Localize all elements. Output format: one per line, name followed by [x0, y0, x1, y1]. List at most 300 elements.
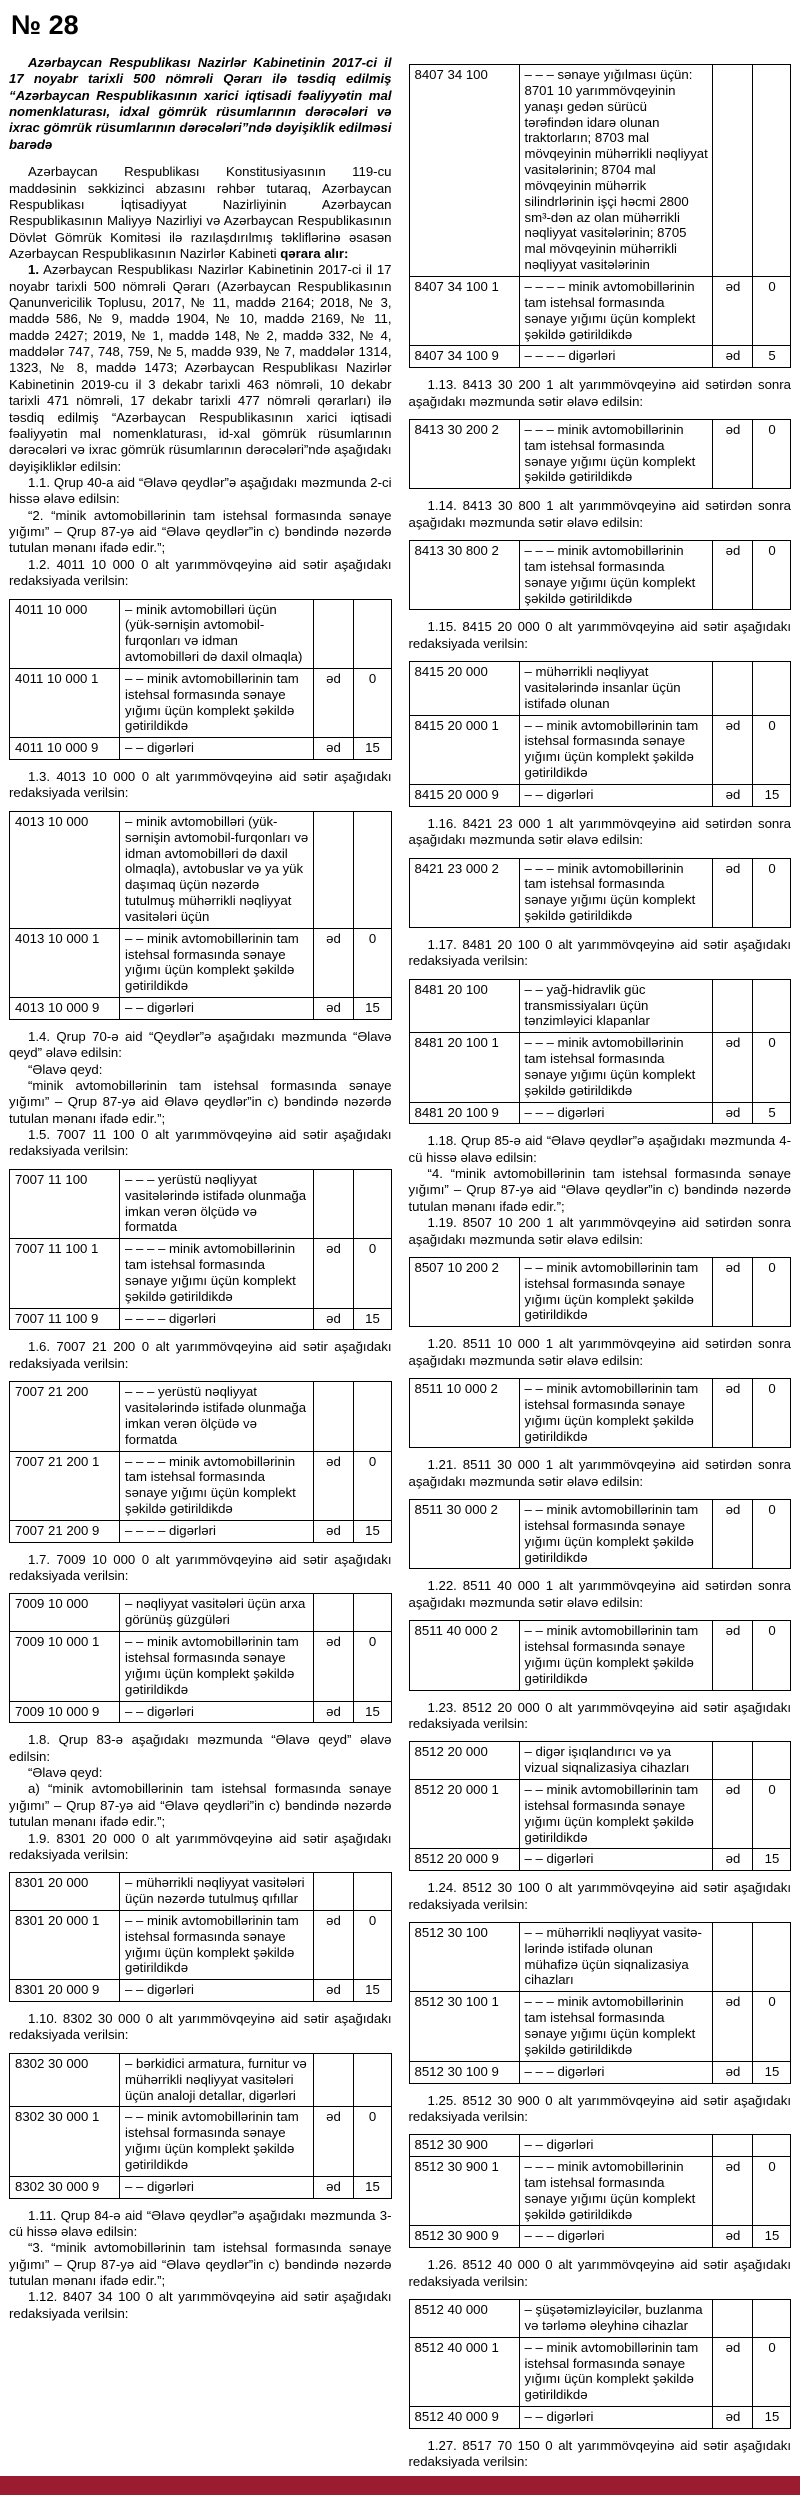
rate-cell: 15 — [353, 1701, 391, 1723]
description-cell: – – – minik avtomobillərinin tam istehsal formasında sənaye yığımı üçün komplekt şəkildə gətirildikdə — [519, 1033, 713, 1102]
unit-cell — [313, 599, 353, 668]
paragraph — [409, 1166, 792, 1215]
unit-cell — [713, 65, 753, 277]
table-row — [409, 858, 791, 927]
table-row — [10, 599, 392, 668]
left-column — [9, 55, 392, 2322]
text-segment: 1. — [28, 262, 39, 278]
rate-cell: 0 — [753, 1379, 791, 1448]
rate-cell: 0 — [753, 1033, 791, 1102]
unit-cell: əd — [313, 928, 353, 997]
table-row — [409, 2407, 791, 2429]
unit-cell: əd — [313, 1632, 353, 1701]
table-row — [10, 998, 392, 1020]
paragraph — [9, 1781, 392, 1830]
description-cell: – – digərləri — [519, 2407, 713, 2429]
table-row — [409, 65, 791, 277]
unit-cell: əd — [713, 276, 753, 345]
table-row — [409, 276, 791, 345]
table-row — [10, 1632, 392, 1701]
unit-cell: əd — [713, 2157, 753, 2226]
paragraph — [9, 55, 392, 153]
paragraph — [409, 816, 792, 849]
description-cell: – – – – digərləri — [120, 1520, 314, 1542]
table-row — [409, 2300, 791, 2338]
paragraph — [9, 769, 392, 802]
table-row — [10, 2053, 392, 2107]
right-column — [409, 55, 792, 2471]
text-segment: 1.7. 7009 10 000 0 alt yarımmövqeyinə aid sətir aşağıdakı redaksiyada verilsin: — [9, 1551, 392, 1584]
paragraph — [9, 1339, 392, 1372]
description-cell: – – digərləri — [120, 2176, 314, 2198]
hs-code-cell: 8512 40 000 — [409, 2300, 519, 2338]
tariff-table — [409, 1499, 792, 1569]
hs-code-cell: 8512 30 100 1 — [409, 1992, 519, 2061]
unit-cell: əd — [713, 715, 753, 784]
table-row — [409, 2061, 791, 2083]
table-row — [10, 1382, 392, 1451]
paragraph — [409, 1578, 792, 1611]
text-segment: “Əlavə qeyd: — [28, 1765, 103, 1781]
paragraph — [9, 2240, 392, 2289]
description-cell: – – – digərləri — [519, 1102, 713, 1124]
text-segment: “2. “minik avtomobillərinin tam istehsal formasında sənaye yığımı” – Qrup 87-yə aid “Əlavə qeydlər”in c) bəndində nəzərdə tutulan mənanı ifadə edir.”; — [9, 507, 392, 556]
text-segment: Azərbaycan Respublikası Nazirlər Kabinetinin 2017-ci il 17 noyabr tarixli 500 nömrəli Qərarı ilə təsdiq edilmiş “Azərbaycan Respublikasının xarici iqtisadi fəaliyyətin mal nomenklaturası, idxal gömrük rüsumlarının dərəcələri və ixrac gömrük rüsumlarının dərəcələri”ndə dəyişiklik edilməsi barədə — [9, 55, 392, 152]
rate-cell: 0 — [753, 715, 791, 784]
paragraph — [9, 1029, 392, 1062]
paragraph — [9, 1078, 392, 1127]
hs-code-cell: 8512 30 100 — [409, 1922, 519, 1991]
rate-cell: 0 — [753, 1257, 791, 1326]
rate-cell — [353, 1873, 391, 1911]
description-cell: – – yağ-hidravlik güc transmissiyaları üçün tənzimləyici klapanlar — [519, 979, 713, 1033]
text-segment: “3. “minik avtomobillərinin tam istehsal formasında sənaye yığımı” – Qrup 87-yə aid “Əlavə qeydlər”in c) bəndində nəzərdə tutulan mənanı ifadə edir.”; — [9, 2240, 392, 2289]
unit-cell: əd — [713, 419, 753, 488]
footer-accent-bar — [0, 2476, 800, 2495]
description-cell: – – minik avtomobillərinin tam istehsal formasında sənaye yığımı üçün komplekt şəkildə gətirildikdə — [519, 1500, 713, 1569]
table-row — [409, 662, 791, 716]
description-cell: – bərkidici armatura, furnitur və mühərrikli nəqliyyat vasitələri üçün analoji detallar, digərləri — [120, 2053, 314, 2107]
text-segment: 1.27. 8517 70 150 0 alt yarımmövqeyinə aid sətir aşağıdakı redaksiyada verilsin: — [408, 2437, 791, 2470]
hs-code-cell: 8415 20 000 9 — [409, 785, 519, 807]
table-row — [10, 1873, 392, 1911]
table-row — [409, 1992, 791, 2061]
hs-code-cell: 8415 20 000 1 — [409, 715, 519, 784]
table-row — [409, 1922, 791, 1991]
tariff-table — [409, 661, 792, 807]
unit-cell: əd — [313, 1308, 353, 1330]
text-segment: 1.22. 8511 40 000 1 alt yarımmövqeyinə aid sətirdən sonra aşağıdakı məzmunda sətir əlavə edilsin: — [408, 1578, 791, 1610]
unit-cell: əd — [313, 1980, 353, 2002]
description-cell: – minik avtomobilləri (yük-sərnişin avtomobil-furqonları və idman avtomobilləri də daxil olmaqla), avtobuslar və ya yük daşımaq üçün nəzərdə tutulmuş mühərrikli nəqliyyat vasitələri üçün — [120, 811, 314, 928]
table-row — [409, 2226, 791, 2248]
text-segment: 1.5. 7007 11 100 0 alt yarımmövqeyinə aid sətir aşağıdakı redaksiyada verilsin: — [9, 1127, 392, 1159]
paragraph — [409, 1880, 792, 1913]
text-segment: a) “minik avtomobillərinin tam istehsal formasında sənaye yığımı” – Qrup 87-yə aid “Əlavə qeydləri”in c) bəndində nəzərdə tutulan mənanı ifadə edir.”; — [9, 1781, 392, 1830]
description-cell: – şüşətəmizləyicilər, buzlanma və tərləmə əleyhinə cihazlar — [519, 2300, 713, 2338]
rate-cell: 5 — [753, 1102, 791, 1124]
description-cell: – – minik avtomobillərinin tam istehsal formasında sənaye yığımı üçün komplekt şəkildə gətirildikdə — [519, 1257, 713, 1326]
description-cell: – – digərləri — [120, 1701, 314, 1723]
table-row — [10, 668, 392, 737]
unit-cell: əd — [313, 2107, 353, 2176]
rate-cell — [353, 599, 391, 668]
unit-cell: əd — [313, 1701, 353, 1723]
paragraph — [409, 2438, 792, 2471]
rate-cell: 15 — [353, 1520, 391, 1542]
text-segment: 1.16. 8421 23 000 1 alt yarımmövqeyinə aid sətirdən sonra aşağıdakı məzmunda sətir əlavə edilsin: — [408, 815, 791, 848]
table-row — [409, 1500, 791, 1569]
tariff-table — [409, 540, 792, 610]
rate-cell — [353, 1382, 391, 1451]
hs-code-cell: 8512 30 100 9 — [409, 2061, 519, 2083]
rate-cell: 0 — [353, 1451, 391, 1520]
description-cell: – – minik avtomobillərinin tam istehsal formasında sənaye yığımı üçün komplekt şəkildə gətirildikdə — [120, 928, 314, 997]
text-segment: 1.9. 8301 20 000 0 alt yarımmövqeyinə aid sətir aşağıdakı redaksiyada verilsin: — [9, 1830, 392, 1862]
unit-cell: əd — [713, 1992, 753, 2061]
rate-cell: 5 — [753, 346, 791, 368]
text-segment: Azərbaycan Respublikası Konstitusiyasının 119-cu maddəsinin səkkizinci abzasını rəhbər tutaraq, Azərbaycan Respublikası İqtisadiyyat Nazirliyinin Azərbaycan Respublikasının Maliyyə Nazirliyi və Azərbaycan Respublikasının Dövlət Gömrük Komitəsi ilə razılaşdırılmış təkliflərinə əsasən Azərbaycan Respublikasının Nazirlər Kabineti — [9, 164, 392, 261]
hs-code-cell: 7007 21 200 9 — [10, 1520, 120, 1542]
description-cell: – – – minik avtomobillərinin tam istehsal formasında sənaye yığımı üçün komplekt şəkildə gətirildikdə — [519, 2157, 713, 2226]
tariff-table — [409, 64, 792, 368]
description-cell: – – – – minik avtomobillərinin tam istehsal formasında sənaye yığımı üçün komplekt şəkildə gətirildikdə — [120, 1239, 314, 1308]
table-row — [409, 2337, 791, 2406]
paragraph — [9, 1552, 392, 1585]
description-cell: – – – sənaye yığılması üçün: 8701 10 yarımmövqeyinin yanaşı gedən sürücü tərəfindən idarə olunan traktorların; 8703 mal mövqeyinin mühərrikli nəqliyyat vasitələrinin; 8704 mal mövqeyinin mühərrik silindrlərinin işçi həcmi 2800 sm³-dən az olan mühərrikli nəqliyyat vasitələrinin; 8705 mal mövqeyinin mühərrikli nəqliyyat vasitələrinin — [519, 65, 713, 277]
description-cell: – – – yerüstü nəqliyyat vasitələrində istifadə olunmağa imkan verən ölçüdə və formatda — [120, 1169, 314, 1238]
tariff-table — [409, 419, 792, 489]
text-segment: 1.11. Qrup 84-ə aid “Əlavə qeydlər”ə aşağıdakı məzmunda 3-cü hissə əlavə edilsin: — [9, 2207, 392, 2239]
hs-code-cell: 8512 40 000 9 — [409, 2407, 519, 2429]
paragraph — [9, 508, 392, 557]
rate-cell — [753, 1742, 791, 1780]
table-row — [409, 1621, 791, 1690]
text-segment: 1.14. 8413 30 800 1 alt yarımmövqeyinə aid sətirdən sonra aşağıdakı məzmunda sətir əlavə edilsin: — [408, 498, 791, 530]
text-segment: 1.8. Qrup 83-ə aşağıdakı məzmunda “Əlavə qeyd” əlavə edilsin: — [9, 1732, 392, 1764]
table-row — [10, 1701, 392, 1723]
description-cell: – – digərləri — [120, 998, 314, 1020]
text-segment: qərara alır: — [280, 245, 349, 261]
description-cell: – – minik avtomobillərinin tam istehsal formasında sənaye yığımı üçün komplekt şəkildə gətirildikdə — [519, 1379, 713, 1448]
description-cell: – – – minik avtomobillərinin tam istehsal formasında sənaye yığımı üçün komplekt şəkildə gətirildikdə — [519, 1992, 713, 2061]
rate-cell: 15 — [753, 785, 791, 807]
hs-code-cell: 4013 10 000 1 — [10, 928, 120, 997]
description-cell: – – mühərrikli nəqliyyat vasitə-lərində istifadə olunan mühafizə üçün siqnalizasiya cihazları — [519, 1922, 713, 1991]
unit-cell: əd — [313, 998, 353, 1020]
hs-code-cell: 7007 21 200 1 — [10, 1451, 120, 1520]
text-segment: 1.4. Qrup 70-ə aid “Qeydlər”ə aşağıdakı məzmunda “Əlavə qeyd” əlavə edilsin: — [9, 1028, 392, 1061]
description-cell: – – – yerüstü nəqliyyat vasitələrində istifadə olunmağa imkan verən ölçüdə və formatda — [120, 1382, 314, 1451]
hs-code-cell: 4013 10 000 9 — [10, 998, 120, 1020]
tariff-table — [409, 1378, 792, 1448]
rate-cell: 0 — [753, 1779, 791, 1848]
rate-cell: 0 — [353, 1910, 391, 1979]
hs-code-cell: 8407 34 100 — [409, 65, 519, 277]
unit-cell: əd — [713, 1500, 753, 1569]
two-column-layout — [9, 55, 791, 2471]
description-cell: – – digərləri — [519, 785, 713, 807]
hs-code-cell: 8481 20 100 1 — [409, 1033, 519, 1102]
unit-cell: əd — [713, 346, 753, 368]
description-cell: – – minik avtomobillərinin tam istehsal formasında sənaye yığımı üçün komplekt şəkildə gətirildikdə — [519, 715, 713, 784]
rate-cell — [353, 2053, 391, 2107]
unit-cell — [713, 2135, 753, 2157]
table-row — [409, 1102, 791, 1124]
hs-code-cell: 8512 30 900 1 — [409, 2157, 519, 2226]
unit-cell: əd — [713, 2407, 753, 2429]
description-cell: – mühərrikli nəqliyyat vasitələrində insanlar üçün istifadə olunan — [519, 662, 713, 716]
unit-cell: əd — [313, 2176, 353, 2198]
hs-code-cell: 8415 20 000 — [409, 662, 519, 716]
text-segment: “minik avtomobillərinin tam istehsal formasında sənaye yığımı” – Qrup 87-yə aid Əlavə qeydlər”in c) bəndində nəzərdə tutulan mənanı ifadə edir.”; — [9, 1078, 392, 1126]
paragraph — [409, 1700, 792, 1733]
text-segment: 1.24. 8512 30 100 0 alt yarımmövqeyinə aid sətir aşağıdakı redaksiyada verilsin: — [408, 1880, 791, 1912]
table-row — [409, 1849, 791, 1871]
rate-cell: 15 — [353, 1308, 391, 1330]
description-cell: – – digərləri — [120, 1980, 314, 2002]
tariff-table — [409, 2299, 792, 2429]
hs-code-cell: 8407 34 100 9 — [409, 346, 519, 368]
hs-code-cell: 8302 30 000 1 — [10, 2107, 120, 2176]
unit-cell: əd — [313, 668, 353, 737]
tariff-table — [409, 1257, 792, 1327]
table-row — [10, 1451, 392, 1520]
table-row — [10, 1594, 392, 1632]
paragraph — [409, 377, 792, 410]
tariff-table — [9, 811, 392, 1020]
tariff-table — [409, 1620, 792, 1690]
rate-cell — [753, 662, 791, 716]
unit-cell: əd — [713, 1102, 753, 1124]
paragraph — [9, 557, 392, 590]
table-row — [409, 785, 791, 807]
rate-cell — [353, 1169, 391, 1238]
paragraph — [409, 498, 792, 531]
description-cell: – – – – minik avtomobillərinin tam istehsal formasında sənaye yığımı üçün komplekt şəkildə gətirildikdə — [120, 1451, 314, 1520]
rate-cell: 15 — [753, 2061, 791, 2083]
hs-code-cell: 7009 10 000 9 — [10, 1701, 120, 1723]
unit-cell — [713, 979, 753, 1033]
table-row — [409, 2135, 791, 2157]
unit-cell — [713, 1742, 753, 1780]
unit-cell — [313, 1382, 353, 1451]
table-row — [10, 928, 392, 997]
description-cell: – – – digərləri — [519, 2226, 713, 2248]
paragraph — [9, 2011, 392, 2044]
description-cell: – digər işıqlandırıcı və ya vizual siqnalizasiya cihazları — [519, 1742, 713, 1780]
hs-code-cell: 7007 11 100 1 — [10, 1239, 120, 1308]
rate-cell: 15 — [353, 1980, 391, 2002]
description-cell: – – – – digərləri — [120, 1308, 314, 1330]
hs-code-cell: 8511 40 000 2 — [409, 1621, 519, 1690]
table-row — [409, 419, 791, 488]
rate-cell — [353, 1594, 391, 1632]
table-row — [409, 346, 791, 368]
unit-cell — [313, 2053, 353, 2107]
hs-code-cell: 7009 10 000 1 — [10, 1632, 120, 1701]
hs-code-cell: 8511 30 000 2 — [409, 1500, 519, 1569]
paragraph — [9, 1127, 392, 1160]
description-cell: – – minik avtomobillərinin tam istehsal formasında sənaye yığımı üçün komplekt şəkildə gətirildikdə — [519, 1621, 713, 1690]
text-segment: 1.21. 8511 30 000 1 alt yarımmövqeyinə aid sətirdən sonra aşağıdakı məzmunda sətir əlavə edilsin: — [408, 1457, 791, 1489]
description-cell: – – – – minik avtomobillərinin tam istehsal formasında sənaye yığımı üçün komplekt şəkildə gətirildikdə — [519, 276, 713, 345]
table-row — [409, 2157, 791, 2226]
rate-cell: 15 — [353, 2176, 391, 2198]
paragraph — [409, 619, 792, 652]
table-row — [10, 738, 392, 760]
hs-code-cell: 4011 10 000 1 — [10, 668, 120, 737]
paragraph — [9, 475, 392, 508]
text-segment: 1.2. 4011 10 000 0 alt yarımmövqeyinə aid sətir aşağıdakı redaksiyada verilsin: — [9, 556, 392, 589]
text-segment: 1.23. 8512 20 000 0 alt yarımmövqeyinə aid sətir aşağıdakı redaksiyada verilsin: — [408, 1699, 791, 1731]
table-row — [409, 1742, 791, 1780]
table-row — [409, 1379, 791, 1448]
unit-cell — [313, 1873, 353, 1911]
text-segment: 1.1. Qrup 40-a aid “Əlavə qeydlər”ə aşağıdakı məzmunda 2-ci hissə əlavə edilsin: — [9, 474, 392, 507]
unit-cell: əd — [713, 2337, 753, 2406]
tariff-table — [9, 2053, 392, 2199]
paragraph — [9, 1732, 392, 1765]
paragraph — [409, 2257, 792, 2290]
table-row — [409, 1033, 791, 1102]
text-segment: 1.25. 8512 30 900 0 alt yarımmövqeyinə aid sətir aşağıdakı redaksiyada verilsin: — [408, 2092, 791, 2124]
paragraph — [9, 1765, 392, 1781]
tariff-table — [409, 979, 792, 1125]
paragraph — [409, 1457, 792, 1490]
table-row — [409, 1779, 791, 1848]
rate-cell — [753, 2135, 791, 2157]
tariff-table — [409, 1922, 792, 2084]
unit-cell: əd — [713, 541, 753, 610]
rate-cell — [753, 2300, 791, 2338]
rate-cell: 0 — [353, 668, 391, 737]
description-cell: – – minik avtomobillərinin tam istehsal formasında sənaye yığımı üçün komplekt şəkildə gətirildikdə — [519, 2337, 713, 2406]
description-cell: – – minik avtomobillərinin tam istehsal formasında sənaye yığımı üçün komplekt şəkildə gətirildikdə — [120, 2107, 314, 2176]
text-segment: Azərbaycan Respublikası Nazirlər Kabinetinin 2017-ci il 17 noyabr tarixli 500 nömrəli Qərarı (Azərbaycan Respublikasının Qanunvericilik Toplusu, 2017, № 11, maddə 2164; 2018, № 3, maddə 586, № 9, maddə 1904, № 10, maddə 2169, № 11, maddə 2427; 2019, № 1, maddə 148, № 2, maddə 332, № 4, maddələr 747, 748, 759, № 5, maddə 939, № 7, maddələr 1314, 1323, № 8, maddə 1473; Azərbaycan Respublikası Nazirlər Kabinetinin 2019-cu il 3 dekabr tarixli 463 nömrəli, 10 dekabr tarixli 471 nömrəli, 17 dekabr tarixli 477 nömrəli qərarları) ilə təsdiq edilmiş “Azərbaycan Respublikasının xarici iqtisadi fəaliyyətin mal nomenklaturası, id-xal gömrük rüsumlarının dərəcələri və ixrac gömrük rüsumlarının dərəcələri”ndə aşağıdakı dəyişikliklər edilsin: — [9, 262, 392, 474]
description-cell: – mühərrikli nəqliyyat vasitələri üçün nəzərdə tutulmuş qıfıllar — [120, 1873, 314, 1911]
unit-cell: əd — [713, 1621, 753, 1690]
text-segment: 1.15. 8415 20 000 0 alt yarımmövqeyinə aid sətir aşağıdakı redaksiyada verilsin: — [408, 619, 791, 651]
description-cell: – – digərləri — [519, 1849, 713, 1871]
paragraph — [9, 2208, 392, 2241]
rate-cell: 0 — [353, 1632, 391, 1701]
description-cell: – – minik avtomobillərinin tam istehsal formasında sənaye yığımı üçün komplekt şəkildə gətirildikdə — [519, 1779, 713, 1848]
unit-cell: əd — [713, 1257, 753, 1326]
text-segment: 1.10. 8302 30 000 0 alt yarımmövqeyinə aid sətir aşağıdakı redaksiyada verilsin: — [9, 2011, 392, 2043]
description-cell: – – – digərləri — [519, 2061, 713, 2083]
unit-cell: əd — [313, 1239, 353, 1308]
hs-code-cell: 8512 20 000 1 — [409, 1779, 519, 1848]
hs-code-cell: 8512 30 900 9 — [409, 2226, 519, 2248]
table-row — [409, 1257, 791, 1326]
unit-cell: əd — [713, 2061, 753, 2083]
unit-cell — [713, 2300, 753, 2338]
unit-cell: əd — [313, 1520, 353, 1542]
table-row — [10, 2107, 392, 2176]
description-cell: – – minik avtomobillərinin tam istehsal formasında sənaye yığımı üçün komplekt şəkildə gətirildikdə — [120, 1632, 314, 1701]
paragraph — [409, 937, 792, 970]
rate-cell: 0 — [753, 1500, 791, 1569]
table-row — [10, 811, 392, 928]
tariff-table — [9, 599, 392, 761]
tariff-table — [9, 1872, 392, 2002]
description-cell: – minik avtomobilləri üçün (yük-sərnişin avtomobil-furqonları və idman avtomobilləri də daxil olmaqla) — [120, 599, 314, 668]
tariff-table — [409, 2134, 792, 2248]
unit-cell — [313, 1169, 353, 1238]
hs-code-cell: 8512 40 000 1 — [409, 2337, 519, 2406]
table-row — [409, 715, 791, 784]
tariff-table — [9, 1169, 392, 1331]
hs-code-cell: 8512 20 000 — [409, 1742, 519, 1780]
paragraph — [409, 1133, 792, 1166]
text-segment: 1.13. 8413 30 200 1 alt yarımmövqeyinə aid sətirdən sonra aşağıdakı məzmunda sətir əlavə edilsin: — [408, 377, 791, 409]
description-cell: – – – minik avtomobillərinin tam istehsal formasında sənaye yığımı üçün komplekt şəkildə gətirildikdə — [519, 858, 713, 927]
description-cell: – – – minik avtomobillərinin tam istehsal formasında sənaye yığımı üçün komplekt şəkildə gətirildikdə — [519, 541, 713, 610]
hs-code-cell: 7007 21 200 — [10, 1382, 120, 1451]
rate-cell — [753, 65, 791, 277]
table-row — [10, 2176, 392, 2198]
rate-cell — [753, 1922, 791, 1991]
table-row — [10, 1910, 392, 1979]
document-number: № 28 — [11, 10, 79, 40]
hs-code-cell: 8421 23 000 2 — [409, 858, 519, 927]
paragraph — [9, 164, 392, 262]
paragraph — [9, 2289, 392, 2322]
table-row — [409, 979, 791, 1033]
hs-code-cell: 8302 30 000 9 — [10, 2176, 120, 2198]
hs-code-cell: 7007 11 100 9 — [10, 1308, 120, 1330]
rate-cell: 0 — [753, 1621, 791, 1690]
unit-cell: əd — [713, 1379, 753, 1448]
unit-cell — [713, 662, 753, 716]
hs-code-cell: 8511 10 000 2 — [409, 1379, 519, 1448]
unit-cell — [713, 1922, 753, 1991]
tariff-table — [409, 858, 792, 928]
text-segment: 1.6. 7007 21 200 0 alt yarımmövqeyinə aid sətir aşağıdakı redaksiyada verilsin: — [9, 1339, 392, 1371]
unit-cell: əd — [713, 1033, 753, 1102]
rate-cell: 15 — [353, 998, 391, 1020]
hs-code-cell: 8507 10 200 2 — [409, 1257, 519, 1326]
unit-cell — [313, 811, 353, 928]
hs-code-cell: 8512 30 900 — [409, 2135, 519, 2157]
unit-cell: əd — [713, 858, 753, 927]
text-segment: 1.26. 8512 40 000 0 alt yarımmövqeyinə aid sətir aşağıdakı redaksiyada verilsin: — [408, 2257, 791, 2289]
table-row — [10, 1980, 392, 2002]
rate-cell: 0 — [753, 858, 791, 927]
hs-code-cell: 4011 10 000 9 — [10, 738, 120, 760]
text-segment: 1.12. 8407 34 100 0 alt yarımmövqeyinə aid sətir aşağıdakı redaksiyada verilsin: — [9, 2289, 392, 2321]
tariff-table — [9, 1593, 392, 1723]
unit-cell: əd — [313, 1910, 353, 1979]
text-segment: “4. “minik avtomobillərinin tam istehsal formasında sənaye yığımı” – Qrup 87-yə aid “Əlavə qeydlər”in c) bəndində nəzərdə tutulan mənanı ifadə edir.”; — [408, 1166, 791, 1214]
paragraph — [9, 1831, 392, 1864]
rate-cell: 15 — [353, 738, 391, 760]
text-segment: 1.18. Qrup 85-ə aid “Əlavə qeydlər”ə aşağıdakı məzmunda 4-cü hissə əlavə edilsin: — [408, 1133, 791, 1165]
description-cell: – – minik avtomobillərinin tam istehsal formasında sənaye yığımı üçün komplekt şəkildə gətirildikdə — [120, 1910, 314, 1979]
tariff-table — [9, 1381, 392, 1543]
rate-cell: 15 — [753, 1849, 791, 1871]
paragraph — [409, 1215, 792, 1248]
hs-code-cell: 8413 30 800 2 — [409, 541, 519, 610]
table-row — [10, 1308, 392, 1330]
hs-code-cell: 7007 11 100 — [10, 1169, 120, 1238]
description-cell: – – – – digərləri — [519, 346, 713, 368]
hs-code-cell: 8481 20 100 9 — [409, 1102, 519, 1124]
hs-code-cell: 8512 20 000 9 — [409, 1849, 519, 1871]
text-segment: 1.20. 8511 10 000 1 alt yarımmövqeyinə aid sətirdən sonra aşağıdakı məzmunda sətir əlavə edilsin: — [408, 1336, 791, 1368]
rate-cell: 0 — [353, 928, 391, 997]
